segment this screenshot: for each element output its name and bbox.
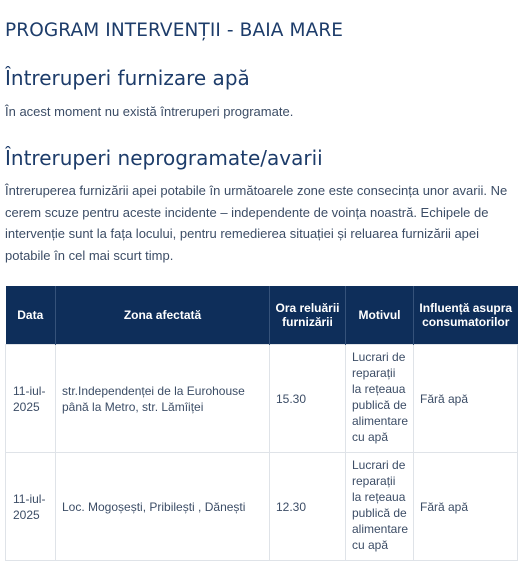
cell-date: 11-iul-2025 (6, 453, 56, 561)
header-influenta: Influență asupra consumatorilor (414, 286, 518, 345)
unplanned-description: Întreruperea furnizării apei potabile în următoarele zone este consecința unor avarii. Ne cerem scuze pentru aceste incidente – independente de voința noastră. Echipele de intervenție sunt la fața locului, pentru remedierea situației și reluarea furnizării apei potabile în cel mai scurt timp. (5, 183, 508, 263)
cell-impact: Fără apă (414, 345, 518, 453)
table-row (6, 345, 518, 453)
header-ora: Ora reluării furnizării (270, 286, 346, 345)
cell-reason: Lucrari de reparații la rețeaua publică de alimentare cu apă (346, 453, 414, 561)
header-data: Data (6, 286, 56, 345)
page-title: PROGRAM INTERVENȚII - BAIA MARE (5, 20, 344, 41)
table-header-row (6, 286, 518, 345)
unplanned-interruptions-title: Întreruperi neprogramate/avarii (5, 146, 323, 170)
cell-reason: Lucrari de reparații la rețeaua publică de alimentare cu apă (346, 345, 414, 453)
interruptions-table (5, 286, 518, 561)
cell-zone: str.Independenței de la Eurohouse până la Metro, str. Lămîiței (56, 345, 270, 453)
header-zona: Zona afectată (56, 286, 270, 345)
header-motiv: Motivul (346, 286, 414, 345)
cell-impact: Fără apă (414, 453, 518, 561)
planned-interruptions-title: Întreruperi furnizare apă (5, 66, 250, 90)
planned-interruptions-note: În acest moment nu există întreruperi programate. (5, 104, 294, 119)
table-row (6, 453, 518, 561)
cell-restore-time: 15.30 (270, 345, 346, 453)
cell-restore-time: 12.30 (270, 453, 346, 561)
cell-zone: Loc. Mogoșești, Pribilești , Dănești (56, 453, 270, 561)
cell-date: 11-iul-2025 (6, 345, 56, 453)
